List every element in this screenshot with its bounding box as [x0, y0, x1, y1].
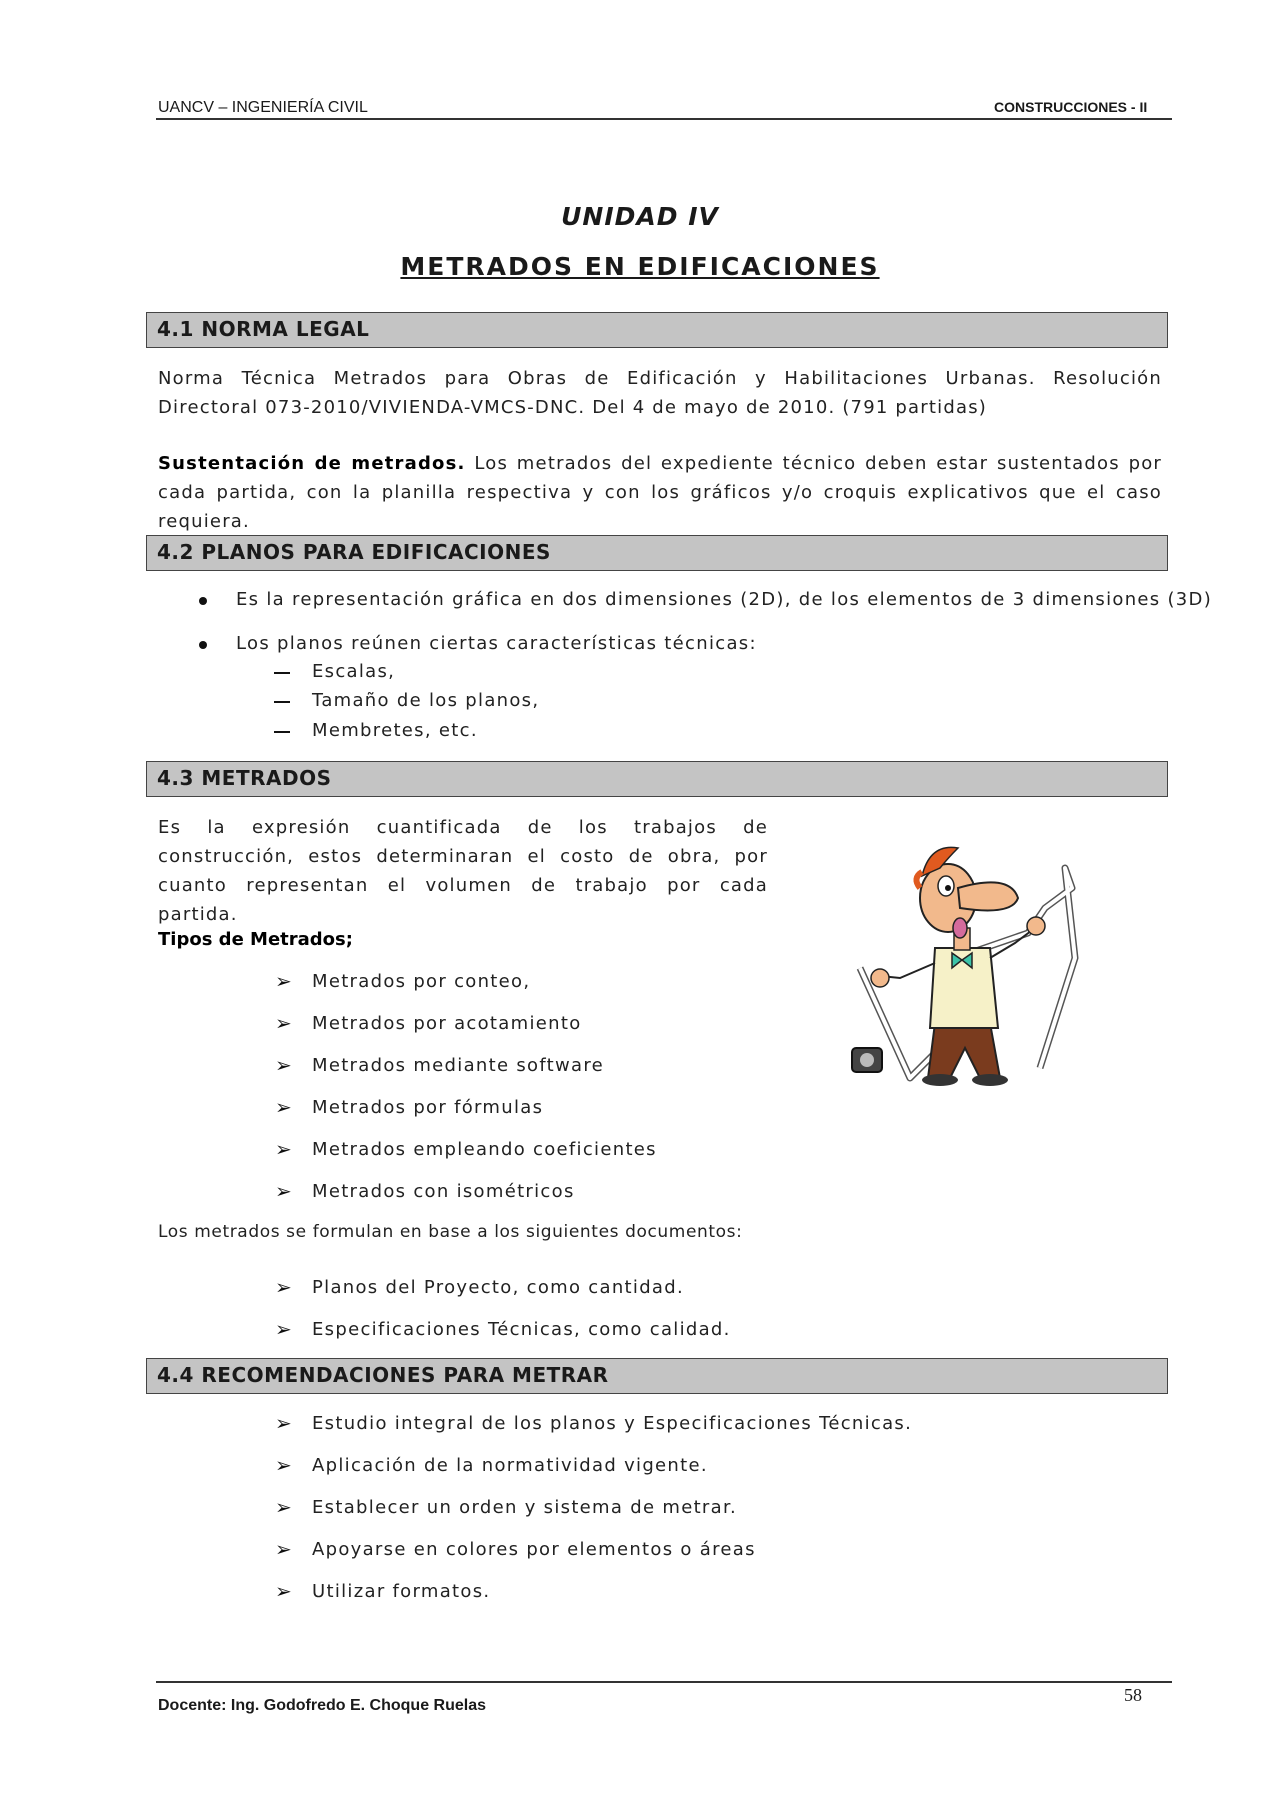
recom-item-5: Utilizar formatos.: [312, 1581, 491, 1602]
header-left: UANCV – INGENIERÍA CIVIL: [158, 99, 368, 116]
tipo-item-1: Metrados por conteo,: [312, 971, 531, 992]
bullet-dot-icon: [199, 641, 207, 649]
planos-sub-3: Membretes, etc.: [312, 720, 478, 741]
page-title: METRADOS EN EDIFICACIONES: [400, 252, 880, 281]
arrow-bullet-icon: ➢: [275, 1179, 292, 1203]
dash-icon: [274, 672, 290, 674]
norma-paragraph: Norma Técnica Metrados para Obras de Edificación y Habilitaciones Urbanas. Resolución Directoral 073-2010/VIVIENDA-VMCS-DNC. Del 4 de mayo de 2010. (791 partidas): [158, 368, 1162, 418]
doc-item-2: Especificaciones Técnicas, como calidad.: [312, 1319, 731, 1340]
tipo-item-2: Metrados por acotamiento: [312, 1013, 582, 1034]
recom-item-4: Apoyarse en colores por elementos o áreas: [312, 1539, 756, 1560]
recom-item-2: Aplicación de la normatividad vigente.: [312, 1455, 708, 1476]
arrow-bullet-icon: ➢: [275, 1053, 292, 1077]
sustentacion-text: Los metrados del expediente técnico deben estar sustentados por cada partida, con la planilla respectiva y con los gráficos y/o croquis explicativos que el caso requiera.: [158, 453, 1163, 532]
doc-item-1: Planos del Proyecto, como cantidad.: [312, 1277, 684, 1298]
arrow-bullet-icon: ➢: [275, 1011, 292, 1035]
recom-item-1: Estudio integral de los planos y Especificaciones Técnicas.: [312, 1413, 913, 1434]
metrados-intro: Es la expresión cuantificada de los trabajos de construcción, estos determinaran el costo de obra, por cuanto representan el volumen de trabajo por cada partida.: [158, 817, 768, 925]
arrow-bullet-icon: ➢: [275, 1411, 292, 1435]
arrow-bullet-icon: ➢: [275, 1137, 292, 1161]
unit-title: UNIDAD IV: [561, 202, 719, 231]
dash-icon: [274, 701, 290, 703]
header-rule: [156, 118, 1172, 120]
bullet-dot-icon: [199, 597, 207, 605]
tipos-label: Tipos de Metrados;: [158, 929, 353, 950]
dash-icon: [274, 731, 290, 733]
planos-bullet-2: Los planos reúnen ciertas características técnicas:: [236, 633, 757, 654]
section-4-2-heading: 4.2 PLANOS PARA EDIFICACIONES: [146, 535, 1168, 571]
arrow-bullet-icon: ➢: [275, 1095, 292, 1119]
tipo-item-4: Metrados por fórmulas: [312, 1097, 544, 1118]
docs-intro: Los metrados se formulan en base a los siguientes documentos:: [158, 1222, 743, 1242]
tipo-item-3: Metrados mediante software: [312, 1055, 605, 1076]
recom-item-3: Establecer un orden y sistema de metrar.: [312, 1497, 738, 1518]
arrow-bullet-icon: ➢: [275, 1317, 292, 1341]
header-right: CONSTRUCCIONES - II: [994, 99, 1148, 115]
section-4-3-heading: 4.3 METRADOS: [146, 761, 1168, 797]
sustentacion-paragraph: [158, 449, 1162, 536]
arrow-bullet-icon: ➢: [275, 1275, 292, 1299]
cartoon-man-measuring-tape-illustration: [840, 828, 1100, 1088]
arrow-bullet-icon: ➢: [275, 1453, 292, 1477]
tipo-item-6: Metrados con isométricos: [312, 1181, 575, 1202]
planos-sub-1: Escalas,: [312, 661, 396, 682]
tipo-item-5: Metrados empleando coeficientes: [312, 1139, 657, 1160]
section-4-4-heading: 4.4 RECOMENDACIONES PARA METRAR: [146, 1358, 1168, 1394]
section-4-1-heading: 4.1 NORMA LEGAL: [146, 312, 1168, 348]
arrow-bullet-icon: ➢: [275, 969, 292, 993]
arrow-bullet-icon: ➢: [275, 1579, 292, 1603]
arrow-bullet-icon: ➢: [275, 1495, 292, 1519]
footer-docente: Docente: Ing. Godofredo E. Choque Ruelas: [158, 1697, 487, 1714]
page-number: 58: [1124, 1685, 1142, 1705]
planos-sub-2: Tamaño de los planos,: [312, 690, 540, 711]
footer-rule: [156, 1681, 1172, 1683]
planos-bullet-1: Es la representación gráfica en dos dimensiones (2D), de los elementos de 3 dimensiones (3D): [236, 589, 1213, 610]
sustentacion-label: Sustentación de metrados.: [158, 453, 466, 474]
arrow-bullet-icon: ➢: [275, 1537, 292, 1561]
